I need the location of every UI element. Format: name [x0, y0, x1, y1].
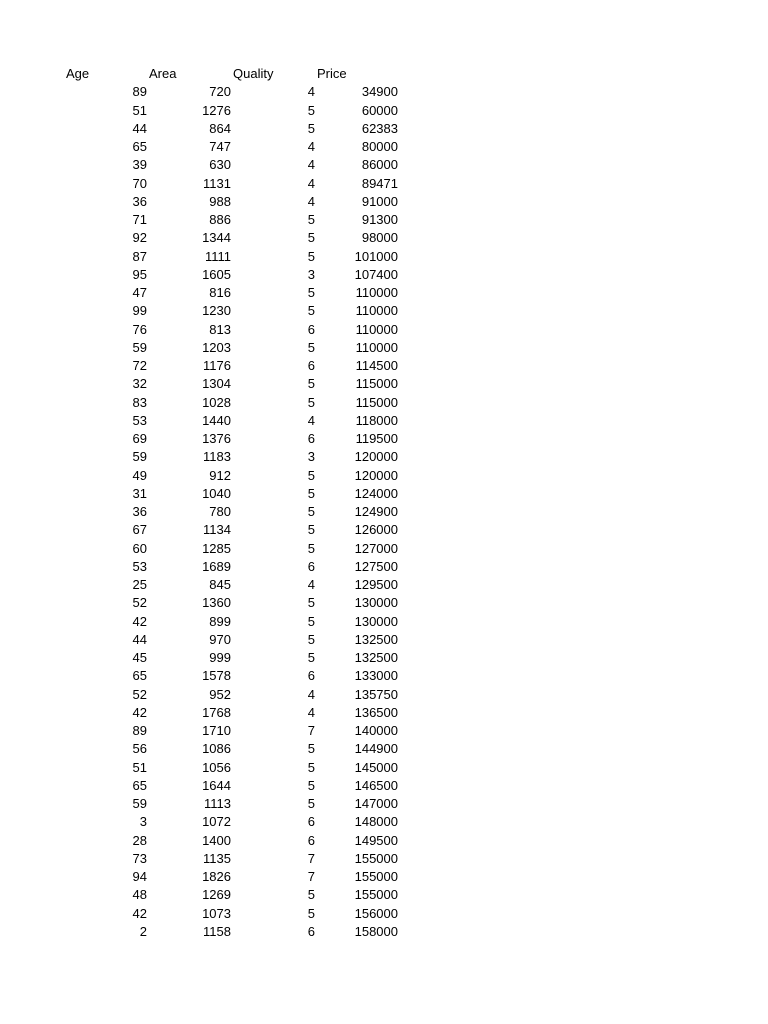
area-cell: 1073 [202, 905, 231, 921]
area-cell: 886 [209, 212, 231, 227]
table-row [0, 759, 420, 777]
quality-cell: 5 [307, 285, 315, 300]
area-cell: 1605 [202, 266, 231, 282]
age-cell: 25 [132, 577, 147, 592]
table-row [0, 175, 420, 193]
age-cell: 87 [132, 248, 147, 264]
price-cell: 149500 [354, 832, 398, 848]
table-row [0, 813, 420, 831]
age-cell: 76 [132, 321, 147, 337]
age-cell: 53 [132, 558, 147, 574]
age-cell: 42 [132, 905, 147, 921]
age-cell: 72 [132, 358, 147, 373]
quality-cell: 6 [307, 558, 315, 574]
price-cell: 124000 [354, 485, 398, 501]
quality-cell: 7 [307, 850, 315, 866]
area-cell: 1269 [202, 887, 231, 903]
age-cell: 45 [132, 650, 147, 665]
table-row [0, 211, 420, 229]
age-cell: 70 [132, 175, 147, 191]
price-cell: 127500 [354, 558, 398, 574]
area-cell: 845 [209, 577, 231, 592]
quality-cell: 5 [307, 467, 315, 483]
quality-cell: 5 [307, 102, 315, 118]
table-row [0, 686, 420, 704]
quality-cell: 3 [307, 449, 315, 465]
header-area: Area [149, 66, 177, 81]
price-cell: 129500 [354, 577, 398, 592]
area-cell: 1768 [202, 704, 231, 720]
area-cell: 1135 [203, 850, 231, 866]
quality-cell: 5 [307, 777, 315, 793]
area-cell: 952 [209, 686, 231, 702]
area-cell: 747 [209, 139, 231, 154]
table-row [0, 795, 420, 813]
area-cell: 1113 [204, 796, 231, 811]
table-row [0, 850, 420, 868]
table-row [0, 321, 420, 339]
table-row [0, 594, 420, 612]
age-cell: 36 [132, 504, 147, 519]
price-cell: 130000 [354, 595, 398, 611]
area-cell: 1203 [202, 339, 231, 355]
table-row [0, 138, 420, 156]
quality-cell: 5 [307, 741, 315, 757]
area-cell: 1131 [203, 175, 231, 191]
quality-cell: 5 [307, 759, 315, 775]
quality-cell: 5 [307, 120, 315, 136]
quality-cell: 5 [307, 522, 315, 538]
quality-cell: 6 [307, 358, 315, 373]
area-cell: 1578 [202, 668, 231, 684]
age-cell: 52 [132, 686, 147, 702]
area-cell: 988 [209, 193, 231, 209]
age-cell: 95 [132, 266, 147, 282]
price-cell: 158000 [354, 923, 398, 939]
age-cell: 51 [132, 102, 147, 118]
area-cell: 1183 [203, 449, 231, 465]
quality-cell: 6 [307, 431, 315, 446]
area-cell: 1176 [203, 358, 231, 373]
area-cell: 1644 [202, 777, 231, 793]
quality-cell: 5 [307, 485, 315, 501]
area-cell: 720 [209, 84, 231, 100]
area-cell: 1230 [202, 303, 231, 319]
quality-cell: 5 [307, 796, 315, 811]
table-row [0, 83, 420, 101]
table-row [0, 886, 420, 904]
quality-cell: 4 [307, 157, 315, 173]
price-cell: 145000 [354, 759, 398, 775]
table-row [0, 193, 420, 211]
table-row [0, 667, 420, 685]
price-cell: 115000 [355, 394, 398, 410]
table-row [0, 229, 420, 247]
price-cell: 114500 [355, 358, 398, 373]
area-cell: 1360 [202, 595, 231, 611]
price-cell: 101000 [354, 248, 398, 264]
price-cell: 98000 [361, 230, 398, 246]
price-cell: 136500 [354, 704, 398, 720]
age-cell: 36 [132, 193, 147, 209]
table-row [0, 540, 420, 558]
price-cell: 62383 [361, 120, 398, 136]
table-body [0, 83, 420, 941]
quality-cell: 4 [307, 704, 315, 720]
table-row [0, 613, 420, 631]
price-cell: 110000 [355, 303, 398, 319]
table-row [0, 156, 420, 174]
table-row [0, 302, 420, 320]
quality-cell: 4 [307, 193, 315, 209]
header-quality: Quality [233, 66, 274, 81]
quality-cell: 5 [307, 230, 315, 246]
area-cell: 864 [209, 120, 231, 136]
age-cell: 44 [132, 631, 147, 647]
price-cell: 89471 [361, 175, 398, 191]
area-cell: 1072 [202, 814, 231, 830]
age-cell: 3 [139, 814, 147, 830]
price-cell: 34900 [361, 84, 398, 100]
area-cell: 780 [209, 504, 231, 519]
age-cell: 39 [132, 157, 147, 173]
table-row [0, 284, 420, 302]
price-cell: 120000 [354, 467, 398, 483]
area-cell: 1826 [202, 869, 231, 884]
age-cell: 83 [132, 394, 147, 410]
area-cell: 1710 [202, 723, 231, 738]
quality-cell: 7 [307, 723, 315, 738]
table-row [0, 120, 420, 138]
age-cell: 59 [132, 796, 147, 811]
price-cell: 155000 [354, 887, 398, 903]
table-row [0, 740, 420, 758]
table-row [0, 832, 420, 850]
price-cell: 144900 [354, 741, 398, 757]
area-cell: 912 [209, 467, 231, 483]
table-row [0, 248, 420, 266]
price-cell: 115000 [355, 376, 398, 392]
price-cell: 132500 [354, 650, 398, 665]
area-cell: 630 [209, 157, 231, 173]
area-cell: 816 [209, 285, 231, 300]
age-cell: 60 [132, 540, 147, 556]
price-cell: 155000 [354, 850, 398, 866]
table-row [0, 649, 420, 667]
area-cell: 1285 [202, 540, 231, 556]
price-cell: 132500 [354, 631, 398, 647]
price-cell: 124900 [354, 504, 398, 519]
price-cell: 91000 [361, 193, 398, 209]
table-row [0, 722, 420, 740]
area-cell: 899 [209, 613, 231, 629]
area-cell: 1400 [202, 832, 231, 848]
table-row [0, 430, 420, 448]
quality-cell: 4 [307, 412, 315, 428]
age-cell: 44 [132, 120, 147, 136]
table-row [0, 704, 420, 722]
quality-cell: 5 [307, 650, 315, 665]
table-row [0, 923, 420, 941]
quality-cell: 5 [307, 376, 315, 392]
quality-cell: 3 [307, 266, 315, 282]
quality-cell: 5 [307, 212, 315, 227]
price-cell: 127000 [354, 540, 398, 556]
price-cell: 107400 [354, 266, 398, 282]
price-cell: 110000 [355, 321, 398, 337]
table-row [0, 503, 420, 521]
price-cell: 91300 [361, 212, 398, 227]
area-cell: 813 [209, 321, 231, 337]
price-cell: 80000 [361, 139, 398, 154]
price-cell: 110000 [355, 285, 398, 300]
price-cell: 130000 [354, 613, 398, 629]
age-cell: 59 [132, 339, 147, 355]
area-cell: 1086 [202, 741, 231, 757]
area-cell: 999 [209, 650, 231, 665]
area-cell: 1056 [202, 759, 231, 775]
quality-cell: 6 [307, 814, 315, 830]
data-table [0, 65, 420, 941]
age-cell: 65 [132, 139, 147, 154]
table-row [0, 521, 420, 539]
age-cell: 53 [132, 412, 147, 428]
quality-cell: 6 [307, 668, 315, 684]
area-cell: 1111 [204, 248, 231, 264]
quality-cell: 5 [307, 905, 315, 921]
quality-cell: 5 [307, 631, 315, 647]
price-cell: 133000 [354, 668, 398, 684]
table-row [0, 412, 420, 430]
price-cell: 147000 [354, 796, 398, 811]
age-cell: 69 [132, 431, 147, 446]
table-row [0, 576, 420, 594]
price-cell: 126000 [354, 522, 398, 538]
price-cell: 146500 [354, 777, 398, 793]
price-cell: 148000 [354, 814, 398, 830]
age-cell: 73 [132, 850, 147, 866]
price-cell: 156000 [354, 905, 398, 921]
age-cell: 99 [132, 303, 147, 319]
area-cell: 1028 [202, 394, 231, 410]
age-cell: 89 [132, 84, 147, 100]
quality-cell: 5 [307, 540, 315, 556]
table-row [0, 448, 420, 466]
age-cell: 94 [132, 869, 147, 884]
quality-cell: 5 [307, 613, 315, 629]
age-cell: 71 [132, 212, 147, 227]
area-cell: 1304 [202, 376, 231, 392]
quality-cell: 6 [307, 923, 315, 939]
price-cell: 119500 [355, 431, 398, 446]
age-cell: 42 [132, 704, 147, 720]
area-cell: 1344 [202, 230, 231, 246]
table-row [0, 375, 420, 393]
table-row [0, 394, 420, 412]
age-cell: 51 [132, 759, 147, 775]
age-cell: 67 [132, 522, 147, 538]
table-row [0, 905, 420, 923]
price-cell: 110000 [355, 339, 398, 355]
table-row [0, 558, 420, 576]
quality-cell: 7 [307, 869, 315, 884]
age-cell: 42 [132, 613, 147, 629]
table-row [0, 631, 420, 649]
age-cell: 52 [132, 595, 147, 611]
price-cell: 155000 [354, 869, 398, 884]
quality-cell: 5 [307, 595, 315, 611]
age-cell: 2 [139, 923, 147, 939]
age-cell: 56 [132, 741, 147, 757]
table-row [0, 266, 420, 284]
quality-cell: 6 [307, 832, 315, 848]
age-cell: 32 [132, 376, 147, 392]
age-cell: 31 [132, 485, 147, 501]
age-cell: 49 [132, 467, 147, 483]
table-row [0, 485, 420, 503]
age-cell: 47 [132, 285, 147, 300]
age-cell: 28 [132, 832, 147, 848]
quality-cell: 5 [307, 504, 315, 519]
age-cell: 89 [132, 723, 147, 738]
age-cell: 48 [132, 887, 147, 903]
area-cell: 1276 [202, 102, 231, 118]
price-cell: 86000 [361, 157, 398, 173]
price-cell: 118000 [355, 412, 398, 428]
quality-cell: 5 [307, 303, 315, 319]
area-cell: 1134 [203, 522, 231, 538]
table-row [0, 339, 420, 357]
header-row [0, 65, 420, 83]
quality-cell: 4 [307, 686, 315, 702]
quality-cell: 4 [307, 84, 315, 100]
age-cell: 65 [132, 777, 147, 793]
price-cell: 120000 [354, 449, 398, 465]
price-cell: 135750 [354, 686, 398, 702]
price-cell: 140000 [354, 723, 398, 738]
header-age: Age [66, 66, 90, 81]
table-row [0, 777, 420, 795]
quality-cell: 4 [307, 139, 315, 154]
area-cell: 1158 [203, 923, 231, 939]
area-cell: 1376 [202, 431, 231, 446]
quality-cell: 5 [307, 394, 315, 410]
price-cell: 60000 [361, 102, 398, 118]
area-cell: 1040 [202, 485, 231, 501]
age-cell: 92 [132, 230, 147, 246]
quality-cell: 5 [307, 339, 315, 355]
age-cell: 65 [132, 668, 147, 684]
area-cell: 1689 [202, 558, 231, 574]
quality-cell: 5 [307, 248, 315, 264]
age-cell: 59 [132, 449, 147, 465]
quality-cell: 4 [307, 175, 315, 191]
area-cell: 970 [209, 631, 231, 647]
area-cell: 1440 [202, 412, 231, 428]
quality-cell: 6 [307, 321, 315, 337]
table-row [0, 467, 420, 485]
header-price: Price [317, 66, 347, 81]
table-row [0, 357, 420, 375]
table-row [0, 102, 420, 120]
quality-cell: 4 [307, 577, 315, 592]
table-row [0, 868, 420, 886]
quality-cell: 5 [307, 887, 315, 903]
